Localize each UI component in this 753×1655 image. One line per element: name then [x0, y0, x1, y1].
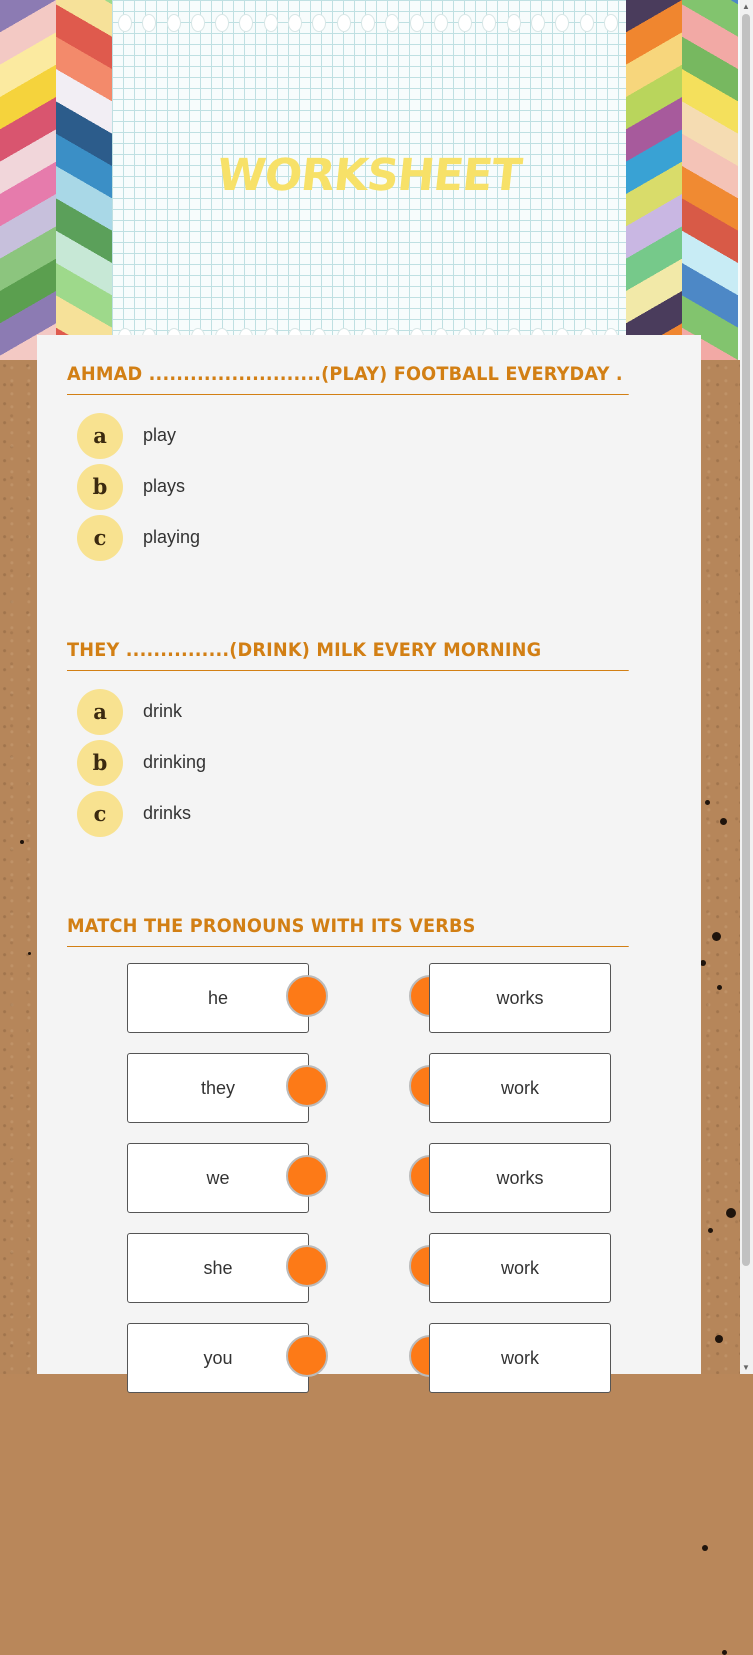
- match-left-item[interactable]: he: [127, 963, 309, 1033]
- question-text: THEY ...............(DRINK) MILK EVERY MORNING: [67, 639, 629, 671]
- option-b[interactable]: [77, 737, 671, 788]
- option-label: playing: [143, 527, 201, 547]
- worksheet-paper: [37, 335, 701, 1374]
- option-letter-badge: a: [77, 413, 123, 459]
- option-letter-badge: c: [77, 791, 123, 837]
- option-a[interactable]: [77, 410, 671, 461]
- option-letter-badge: b: [77, 464, 123, 510]
- option-label: play: [143, 425, 177, 445]
- matching-title: MATCH THE PRONOUNS WITH ITS VERBS: [67, 915, 629, 947]
- page-title: WORKSHEET: [214, 150, 524, 201]
- match-right-item[interactable]: work: [429, 1053, 611, 1123]
- option-letter-badge: c: [77, 515, 123, 561]
- connector-dot-left[interactable]: [286, 1245, 328, 1287]
- options-list: [67, 686, 671, 839]
- options-list: [67, 410, 671, 563]
- scroll-down-icon[interactable]: ▼: [742, 1363, 750, 1372]
- option-label: drink: [143, 701, 183, 721]
- match-right-item[interactable]: works: [429, 963, 611, 1033]
- match-row: [37, 1233, 701, 1303]
- match-row: [37, 963, 701, 1033]
- question-1: [67, 363, 671, 563]
- matching-question: [67, 915, 671, 947]
- vertical-scrollbar[interactable]: [740, 0, 753, 1374]
- connector-dot-left[interactable]: [286, 1155, 328, 1197]
- option-label: drinking: [143, 752, 207, 772]
- option-label: plays: [143, 476, 186, 496]
- option-b[interactable]: [77, 461, 671, 512]
- option-label: drinks: [143, 803, 192, 823]
- scroll-up-icon[interactable]: ▲: [742, 2, 750, 11]
- connector-dot-left[interactable]: [286, 975, 328, 1017]
- question-text: AHMAD .........................(PLAY) FOOTBALL EVERYDAY .: [67, 363, 629, 395]
- option-letter-badge: a: [77, 689, 123, 735]
- header-banner: [0, 0, 740, 360]
- connector-dot-left[interactable]: [286, 1335, 328, 1377]
- match-right-item[interactable]: work: [429, 1233, 611, 1303]
- question-2: [67, 639, 671, 839]
- chevron-pattern-left: [0, 0, 112, 360]
- connector-dot-left[interactable]: [286, 1065, 328, 1107]
- match-left-item[interactable]: she: [127, 1233, 309, 1303]
- match-left-item[interactable]: you: [127, 1323, 309, 1393]
- match-right-item[interactable]: works: [429, 1143, 611, 1213]
- match-row: [37, 1143, 701, 1213]
- option-letter-badge: b: [77, 740, 123, 786]
- match-right-item[interactable]: work: [429, 1323, 611, 1393]
- notebook-holes-top: [118, 14, 618, 32]
- match-row: [37, 1053, 701, 1123]
- option-a[interactable]: [77, 686, 671, 737]
- chevron-pattern-right: [626, 0, 740, 360]
- option-c[interactable]: [77, 512, 671, 563]
- match-left-item[interactable]: they: [127, 1053, 309, 1123]
- match-left-item[interactable]: we: [127, 1143, 309, 1213]
- option-c[interactable]: [77, 788, 671, 839]
- match-row: [37, 1323, 701, 1393]
- scroll-thumb[interactable]: [742, 14, 750, 1266]
